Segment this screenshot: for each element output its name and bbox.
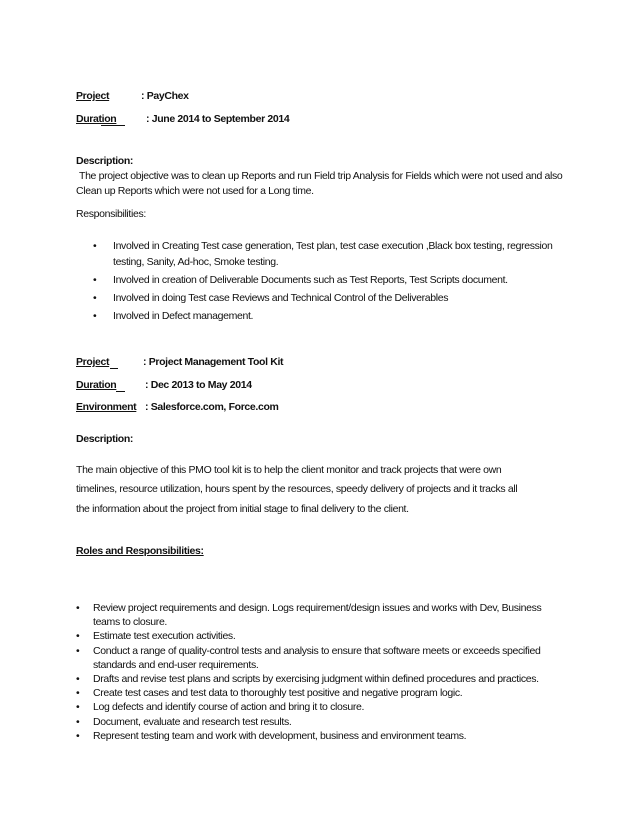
bullet-icon: • bbox=[76, 715, 80, 728]
bullet-icon: • bbox=[93, 274, 97, 286]
list-item: • Involved in Creating Test case generation, Test plan, test case execution ,Black box testing, regression testing, Sanity, Ad-hoc, Smoke testing. bbox=[93, 240, 553, 268]
list-item: • Document, evaluate and research test results. bbox=[76, 715, 292, 728]
bullet-icon: • bbox=[76, 673, 80, 686]
list-item: • Log defects and identify course of action and bring it to closure. bbox=[76, 701, 365, 714]
description-text: The project objective was to clean up Reports and run Field trip Analysis for Fields which were not used and also Clean up Reports which were not used for a Long time. bbox=[76, 170, 563, 197]
bullet-icon: • bbox=[76, 644, 80, 657]
duration-value: : Dec 2013 to May 2014 bbox=[145, 379, 252, 391]
project-label: Project bbox=[76, 356, 110, 368]
description-heading: Description: bbox=[76, 433, 134, 445]
bullet-icon: • bbox=[76, 729, 80, 742]
roles-heading: Roles and Responsibilities: bbox=[76, 545, 204, 557]
bullet-icon: • bbox=[76, 687, 80, 700]
bullet-icon: • bbox=[93, 240, 97, 252]
list-item: • Create test cases and test data to thoroughly test positive and negative program logic. bbox=[76, 687, 463, 700]
list-item: • Involved in Defect management. bbox=[93, 310, 254, 322]
project-label: Project bbox=[76, 90, 110, 102]
list-item: • Review project requirements and design. Logs requirement/design issues and works with Dev, Business teams to closure. bbox=[76, 602, 542, 629]
underline-filler bbox=[101, 113, 125, 126]
responsibilities-list bbox=[93, 238, 553, 326]
duration-label: Duration bbox=[76, 379, 117, 391]
bullet-icon: • bbox=[93, 292, 97, 304]
underline-filler bbox=[110, 356, 118, 369]
list-item: • Involved in creation of Deliverable Documents such as Test Reports, Test Scripts document. bbox=[93, 274, 508, 286]
underline-filler bbox=[116, 379, 125, 392]
project-value: : PayChex bbox=[141, 90, 189, 102]
roles-list bbox=[76, 601, 556, 743]
list-item: • Involved in doing Test case Reviews and Technical Control of the Deliverables bbox=[93, 292, 449, 304]
list-item: • Estimate test execution activities. bbox=[76, 630, 236, 643]
project-value: : Project Management Tool Kit bbox=[143, 356, 284, 368]
description-heading: Description: bbox=[76, 155, 134, 167]
bullet-icon: • bbox=[76, 602, 80, 614]
bullet-icon: • bbox=[76, 630, 80, 643]
bullet-icon: • bbox=[76, 701, 80, 714]
list-item: • Represent testing team and work with development, business and environment teams. bbox=[76, 729, 467, 742]
description-line: The main objective of this PMO tool kit is to help the client monitor and track projects that were own bbox=[76, 464, 502, 476]
description-line: timelines, resource utilization, hours spent by the resources, speedy delivery of projects and it tracks all bbox=[76, 483, 518, 495]
description-line: the information about the project from initial stage to final delivery to the client. bbox=[76, 503, 409, 515]
list-item: • Conduct a range of quality-control tests and analysis to ensure that software meets or exceeds specified standards and end-user requirements. bbox=[76, 644, 541, 671]
list-item: • Drafts and revise test plans and scripts by exercising judgment within defined procedures and practices. bbox=[76, 673, 539, 686]
responsibilities-heading: Responsibilities: bbox=[76, 208, 146, 220]
environment-value: : Salesforce.com, Force.com bbox=[145, 401, 279, 413]
duration-label: Duration bbox=[76, 113, 117, 125]
environment-label: Environment bbox=[76, 401, 137, 413]
duration-value: : June 2014 to September 2014 bbox=[146, 113, 290, 125]
bullet-icon: • bbox=[93, 310, 97, 322]
